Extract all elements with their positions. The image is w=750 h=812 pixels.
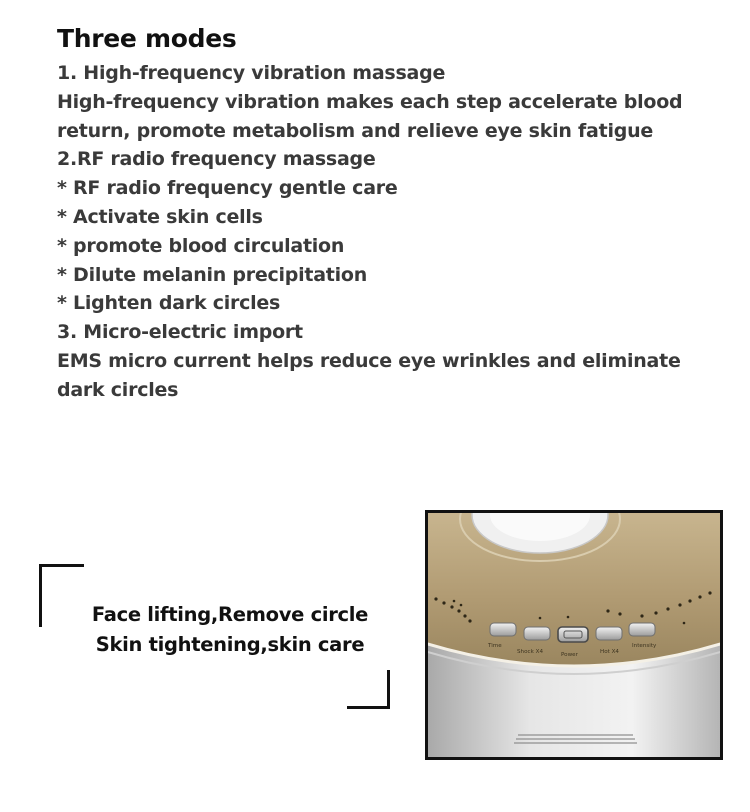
mode-1-text: High-frequency vibration makes each step accelerate blood [57, 90, 683, 113]
time-button [490, 623, 516, 636]
hot-button [596, 627, 622, 640]
mode-2-heading: 2.RF radio frequency massage [57, 148, 376, 171]
page-title: Three modes [57, 24, 237, 53]
mode-3-text: EMS micro current helps reduce eye wrinkles and eliminate [57, 349, 681, 372]
modes-description [57, 59, 737, 405]
tagline-line-2: Skin tightening,skin care [95, 633, 365, 656]
mode-2-bullet: * promote blood circulation [57, 234, 345, 257]
device-illustration [428, 513, 720, 757]
mode-2-bullet: * Dilute melanin precipitation [57, 263, 367, 286]
button-label-time: Time [488, 643, 502, 649]
shock-button [524, 627, 550, 640]
button-label-intensity: Intensity [632, 643, 657, 649]
mode-2-bullet: * Activate skin cells [57, 205, 263, 228]
mode-2-bullet: * RF radio frequency gentle care [57, 177, 398, 200]
mode-3-heading: 3. Micro-electric import [57, 321, 303, 344]
button-label-shock: Shock X4 [517, 649, 544, 655]
tagline [40, 600, 420, 660]
power-button [558, 627, 588, 642]
mode-1-text-cont: return, promote metabolism and relieve eye skin fatigue [57, 119, 653, 142]
button-label-power: Power [561, 652, 578, 658]
mode-3-text-cont: dark circles [57, 378, 179, 401]
button-label-hot: Hot X4 [600, 649, 619, 655]
corner-bracket-bottom-right [347, 670, 390, 709]
mode-2-bullet: * Lighten dark circles [57, 292, 281, 315]
intensity-button [629, 623, 655, 636]
tagline-line-1: Face lifting,Remove circle [91, 603, 369, 626]
product-image-frame [425, 510, 723, 760]
mode-1-heading: 1. High-frequency vibration massage [57, 62, 446, 84]
